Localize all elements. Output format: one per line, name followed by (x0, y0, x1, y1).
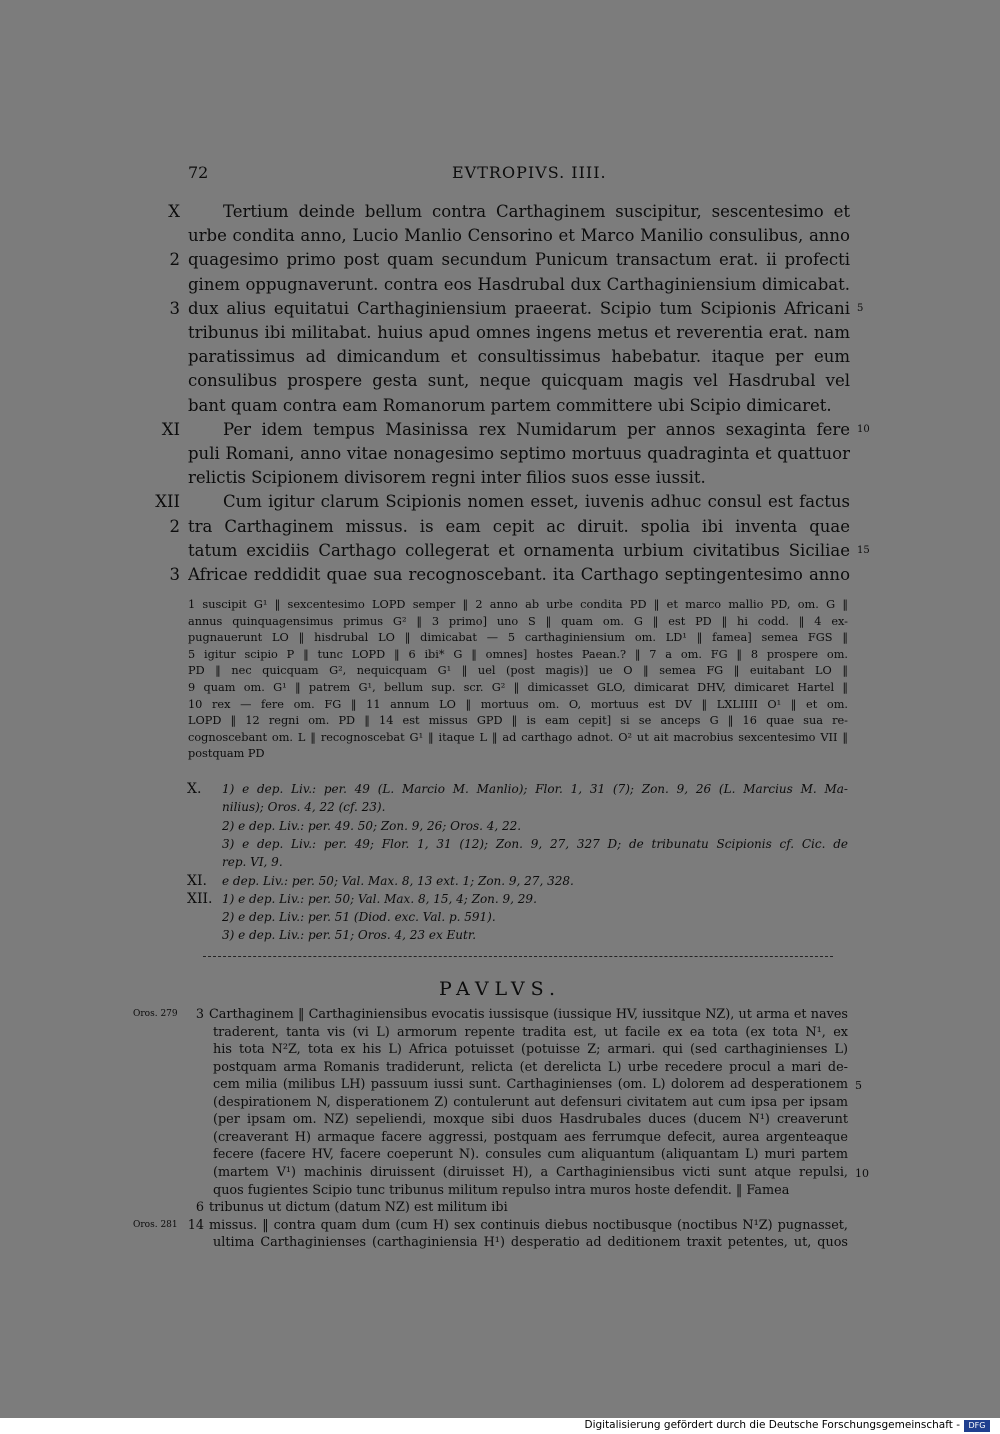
section-marker: 3 (169, 298, 180, 318)
apparatus-line: postquam PD (188, 747, 265, 761)
running-title: EVTROPIVS. IIII. (452, 163, 607, 182)
pavlus-heading: PAVLVS. (439, 978, 561, 1000)
pavlus-line: Carthaginem ‖ Carthaginiensibus evocatis iussisque (iussique HV, iussitque NZ), ut arma et naves (209, 1007, 848, 1022)
text-line: urbe condita anno, Lucio Manlio Censorino et Marco Manilio consulibus, anno (188, 226, 850, 246)
source-line: rep. VI, 9. (222, 855, 283, 870)
page-number: 72 (188, 163, 209, 182)
source-line: 1) e dep. Liv.: per. 49 (L. Marcio M. Manlio); Flor. 1, 31 (7); Zon. 9, 26 (L. Marcius M. Ma- (222, 782, 848, 796)
section-marker: XII (155, 492, 180, 512)
apparatus-line: 5 igitur scipio P ‖ tunc LOPD ‖ 6 ibi* G ‖ omnes] hostes Paean.? ‖ 7 a om. FG ‖ 8 prospere om. (188, 647, 848, 661)
line-number: 5 (857, 302, 864, 314)
orosius-reference: Oros. 281 (133, 1219, 178, 1230)
text-line: tra Carthaginem missus. is eam cepit ac diruit. spolia ibi inventa quae (188, 516, 850, 536)
text-line: relictis Scipionem divisorem regni inter filios suos esse iussit. (188, 468, 706, 488)
pavlus-line: quos fugientes Scipio tunc tribunus militum repulso intra muros hoste defendit. ‖ Famea (213, 1182, 790, 1198)
source-label: XI. (187, 872, 207, 889)
apparatus-line: LOPD ‖ 12 regni om. PD ‖ 14 est missus GPD ‖ is eam cepit] si se anceps G ‖ 16 quae sua re- (188, 714, 848, 728)
pavlus-line: missus. ‖ contra quam dum (cum H) sex continuis diebus noctibusque (noctibus N¹Z) pugnasset, (209, 1217, 848, 1233)
apparatus-line: cognoscebant om. L ‖ recognoscebat G¹ ‖ itaque L ‖ ad carthago adnot. O² ut ait macrobius sexcentesimo VII ‖ (188, 730, 848, 744)
pavlus-line: traderent, tanta vis (vi L) armorum repente tradita est, ut facile ex ea tota (ex tota N¹, ex (213, 1024, 848, 1040)
source-label: XII. (187, 890, 213, 907)
section-marker: 2 (169, 516, 180, 536)
pavlus-line: (martem V¹) machinis diruissent (diruisset H), a Carthaginiensibus victi sunt atque repulsi, (213, 1164, 848, 1180)
text-line: quagesimo primo post quam secundum Punicum transactum erat. ii profecti (188, 250, 850, 270)
text-line: consulibus prospere gesta sunt, neque quicquam magis vel Hasdrubal vel (188, 371, 850, 391)
text-line: Cum igitur clarum Scipionis nomen esset, iuvenis adhuc consul est factus (223, 492, 850, 512)
text-line: dux alius equitatui Carthaginiensium praeerat. Scipio tum Scipionis Africani (188, 298, 850, 318)
apparatus-line: 1 suscipit G¹ ‖ sexcentesimo LOPD semper ‖ 2 anno ab urbe condita PD ‖ et marco mallio PD, om. G ‖ (188, 598, 848, 611)
text-line: ginem oppugnaverunt. contra eos Hasdrubal dux Carthaginiensium dimicabat. (188, 274, 850, 294)
source-line: 3) e dep. Liv.: per. 49; Flor. 1, 31 (12); Zon. 9, 27, 327 D; de tribunatu Scipionis cf. Cic. de (222, 836, 848, 851)
text-line: tatum excidiis Carthago collegerat et ornamenta urbium civitatibus Siciliae (188, 540, 850, 560)
source-line: 2) e dep. Liv.: per. 49. 50; Zon. 9, 26; Oros. 4, 22. (222, 818, 522, 833)
apparatus-line: PD ‖ nec quicquam G², nequicquam G¹ ‖ uel (post magis)] ue O ‖ semea FG ‖ euitabant LO ‖ (188, 664, 848, 678)
pavlus-line: tribunus ut dictum (datum NZ) est militum ibi (209, 1200, 508, 1216)
section-marker: 2 (169, 250, 180, 270)
digitization-footer (0, 1418, 1000, 1434)
pavlus-line: (creaverant H) armaque facere aggressi, postquam aes ferrumque defecit, aurea argenteaque (213, 1129, 848, 1145)
pavlus-line: (per ipsam om. NZ) sepeliendi, moxque sibi duos Hasdrubales duces (ducem N¹) creaverunt (213, 1112, 848, 1128)
text-line: Africae reddidit quae sua recognoscebant. ita Carthago septingentesimo anno (188, 565, 850, 584)
source-line: e dep. Liv.: per. 50; Val. Max. 8, 13 ext. 1; Zon. 9, 27, 328. (222, 873, 574, 888)
pavlus-line: his tota N²Z, tota ex his L) Africa potuisset (potuisse Z; armari. qui (sed carthaginienses L) (213, 1042, 848, 1058)
text-line: bant quam contra eam Romanorum partem committere ubi Scipio dimicaret. (188, 395, 832, 415)
text-line: puli Romani, anno vitae nonagesimo septimo mortuus quadraginta et quattuor (188, 444, 850, 463)
dfg-logo: DFG (964, 1420, 990, 1432)
lemma-line-number: 14 (187, 1217, 204, 1233)
section-marker: XI (161, 419, 180, 439)
apparatus-line: 9 quam om. G¹ ‖ patrem G¹, bellum sup. scr. G² ‖ dimicasset GLO, dimicarat DHV, dimicaret Hartel ‖ (188, 681, 848, 694)
pavlus-line: cem milia (milibus LH) passuum iussi sunt. Carthaginienses (om. L) dolorem ad desperationem (213, 1077, 848, 1093)
source-line: 3) e dep. Liv.: per. 51; Oros. 4, 23 ex Eutr. (222, 928, 477, 943)
apparatus-line: 10 rex — fere om. FG ‖ 11 annum LO ‖ mortuus om. O, mortuus est DV ‖ LXLIIII O¹ ‖ et om. (188, 697, 848, 711)
pavlus-line: postquam arma Romanis tradiderunt, relicta (et derelicta L) urbe recedere procul a mari de- (213, 1059, 848, 1075)
text-line: paratissimus ad dimicandum et consultissimus habebatur. itaque per eum (188, 347, 850, 367)
source-line: 1) e dep. Liv.: per. 50; Val. Max. 8, 15, 4; Zon. 9, 29. (222, 891, 537, 906)
text-line: Per idem tempus Masinissa rex Numidarum per annos sexaginta fere (223, 419, 850, 439)
pavlus-line: ultima Carthaginienses (carthaginiensia H¹) desperatio ad deditionem traxit petentes, ut, quos (213, 1235, 848, 1251)
lemma-line-number: 6 (195, 1200, 204, 1216)
source-line: 2) e dep. Liv.: per. 51 (Diod. exc. Val. p. 591). (222, 910, 496, 925)
section-marker: X (168, 202, 180, 221)
text-line: tribunus ibi militabat. huius apud omnes ingens metus et reverentia erat. nam (188, 323, 850, 342)
line-number: 5 (855, 1079, 862, 1093)
apparatus-line: annus quinquagensimus primus G² ‖ 3 primo] uno S ‖ quam om. G ‖ est PD ‖ hi codd. ‖ 4 ex- (188, 614, 848, 628)
orosius-reference: Oros. 279 (133, 1009, 178, 1019)
source-line: nilius); Oros. 4, 22 (cf. 23). (222, 800, 386, 815)
pavlus-line: fecere (facere HV, facere coeperunt N). consules cum aliquantum (aliquantam L) muri partem (213, 1147, 848, 1163)
line-number: 10 (855, 1166, 869, 1180)
source-label: X. (187, 781, 202, 797)
apparatus-line: pugnauerunt LO ‖ hisdrubal LO ‖ dimicabat — 5 carthaginiensium om. LD¹ ‖ famea] semea FGS ‖ (188, 631, 848, 645)
lemma-line-number: 3 (195, 1007, 204, 1022)
footer-text: Digitalisierung gefördert durch die Deutsche Forschungsgemeinschaft - (584, 1419, 960, 1431)
section-divider (203, 956, 833, 957)
text-line: Tertium deinde bellum contra Carthaginem suscipitur, sescentesimo et (223, 202, 850, 221)
line-number: 10 (857, 423, 870, 435)
pavlus-line: (despirationem N, disperationem Z) contulerunt aut defensuri civitatem aut cum ipsa per ipsam (213, 1094, 848, 1110)
line-number: 15 (857, 544, 870, 556)
section-marker: 3 (169, 565, 180, 584)
